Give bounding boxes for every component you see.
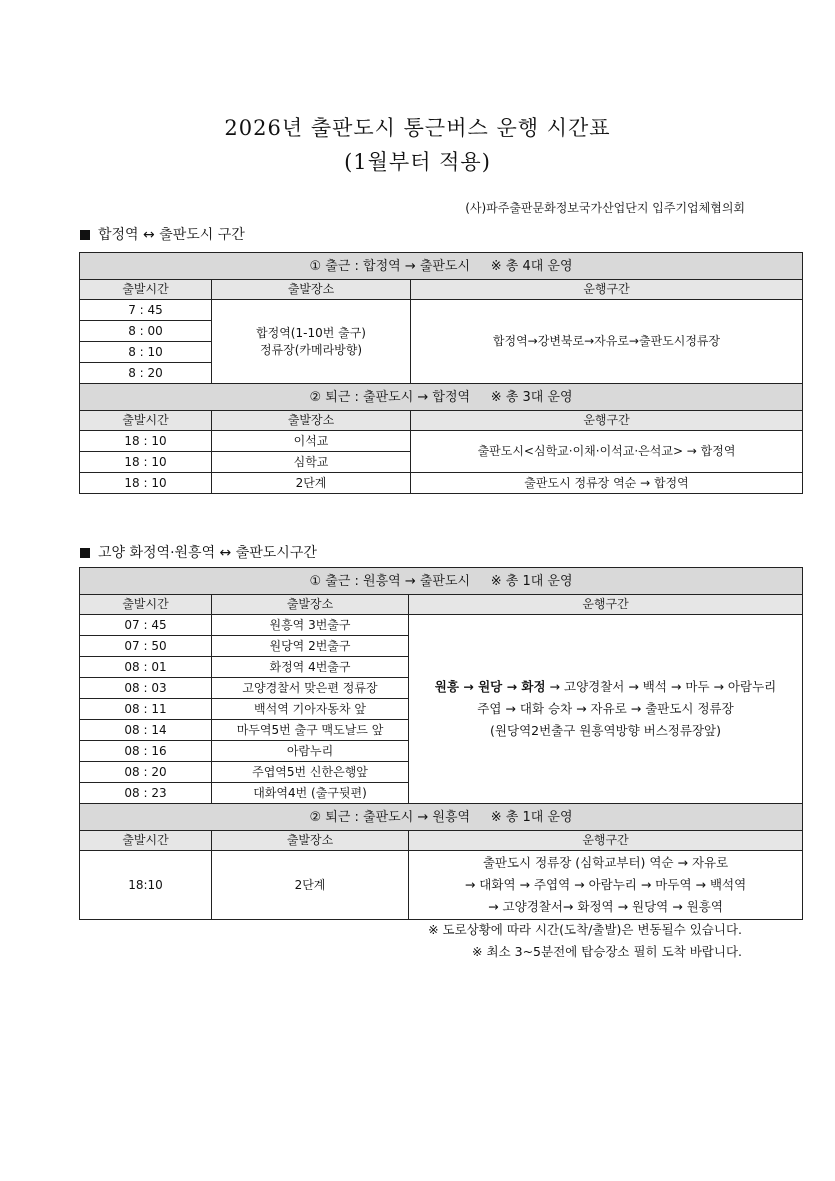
header-route: 운행구간 [411, 280, 803, 300]
inbound-banner: ① 출근 : 원흥역 → 출판도시 ※ 총 1대 운영 [80, 568, 803, 595]
header-place: 출발장소 [212, 280, 411, 300]
route: 출판도시<심학교·이채·이석교·은석교> → 합정역 [411, 431, 803, 473]
departure-time: 18 : 10 [80, 431, 212, 452]
header-place: 출발장소 [212, 831, 409, 851]
outbound-banner: ② 퇴근 : 출판도시 → 원흥역 ※ 총 1대 운영 [80, 804, 803, 831]
departure-time: 18 : 10 [80, 473, 212, 494]
departure-time: 08 : 16 [80, 741, 212, 762]
departure-time: 8 : 20 [80, 363, 212, 384]
page-title: 2026년 출판도시 통근버스 운행 시간표 [224, 116, 611, 140]
departure-time: 08 : 01 [80, 657, 212, 678]
hapjeong-schedule-table [79, 252, 803, 494]
route: 출판도시 정류장 (심학교부터) 역순 → 자유로 → 대화역 → 주엽역 → 아람누리 → 마두역 → 백석역 → 고양경찰서→ 화정역 → 원당역 → 원흥역 [409, 851, 803, 920]
route: 합정역→강변북로→자유로→출판도시정류장 [411, 300, 803, 384]
departure-place: 백석역 기아자동차 앞 [212, 699, 409, 720]
departure-time: 07 : 50 [80, 636, 212, 657]
departure-time: 18:10 [80, 851, 212, 920]
section-heading-hapjeong: 합정역 ↔ 출판도시 구간 [80, 224, 245, 244]
departure-time: 08 : 20 [80, 762, 212, 783]
inbound-banner: ① 출근 : 합정역 → 출판도시 ※ 총 4대 운영 [80, 253, 803, 280]
departure-time: 7 : 45 [80, 300, 212, 321]
departure-place: 원흥역 3번출구 [212, 615, 409, 636]
departure-place: 대화역4번 (출구뒷편) [212, 783, 409, 804]
departure-time: 18 : 10 [80, 452, 212, 473]
goyang-schedule-table [79, 567, 803, 920]
square-bullet-icon [80, 548, 90, 558]
outbound-banner: ② 퇴근 : 출판도시 → 합정역 ※ 총 3대 운영 [80, 384, 803, 411]
departure-time: 08 : 23 [80, 783, 212, 804]
departure-time: 08 : 11 [80, 699, 212, 720]
departure-place: 아람누리 [212, 741, 409, 762]
departure-time: 08 : 03 [80, 678, 212, 699]
organization-name: (사)파주출판문화정보국가산업단지 입주기업체협의회 [465, 201, 745, 215]
departure-place: 원당역 2번출구 [212, 636, 409, 657]
header-time: 출발시간 [80, 595, 212, 615]
departure-time: 8 : 00 [80, 321, 212, 342]
section-heading-goyang: 고양 화정역·원흥역 ↔ 출판도시구간 [80, 542, 317, 562]
departure-place: 화정역 4번출구 [212, 657, 409, 678]
header-route: 운행구간 [411, 411, 803, 431]
note-arrival: ※ 최소 3~5분전에 탑승장소 필히 도착 바랍니다. [472, 944, 742, 959]
header-place: 출발장소 [212, 411, 411, 431]
route: 출판도시 정류장 역순 → 합정역 [411, 473, 803, 494]
departure-place: 합정역(1-10번 출구) 정류장(카메라방향) [212, 300, 411, 384]
departure-place: 주엽역5번 신한은행앞 [212, 762, 409, 783]
header-time: 출발시간 [80, 280, 212, 300]
note-traffic: ※ 도로상황에 따라 시간(도착/출발)은 변동될수 있습니다. [428, 922, 742, 937]
departure-time: 8 : 10 [80, 342, 212, 363]
departure-place: 2단계 [212, 851, 409, 920]
page-subtitle: (1월부터 적용) [344, 150, 491, 174]
departure-time: 07 : 45 [80, 615, 212, 636]
departure-time: 08 : 14 [80, 720, 212, 741]
departure-place: 이석교 [212, 431, 411, 452]
departure-place: 심학교 [212, 452, 411, 473]
header-time: 출발시간 [80, 831, 212, 851]
header-route: 운행구간 [409, 595, 803, 615]
header-place: 출발장소 [212, 595, 409, 615]
departure-place: 마두역5번 출구 맥도날드 앞 [212, 720, 409, 741]
square-bullet-icon [80, 230, 90, 240]
departure-place: 고양경찰서 맞은편 정류장 [212, 678, 409, 699]
route: 원흥 → 원당 → 화정 → 고양경찰서 → 백석 → 마두 → 아람누리 주엽 → 대화 승차 → 자유로 → 출판도시 정류장 (원당역2번출구 원흥역방향 버스정류장앞) [409, 615, 803, 804]
departure-place: 2단계 [212, 473, 411, 494]
header-route: 운행구간 [409, 831, 803, 851]
header-time: 출발시간 [80, 411, 212, 431]
